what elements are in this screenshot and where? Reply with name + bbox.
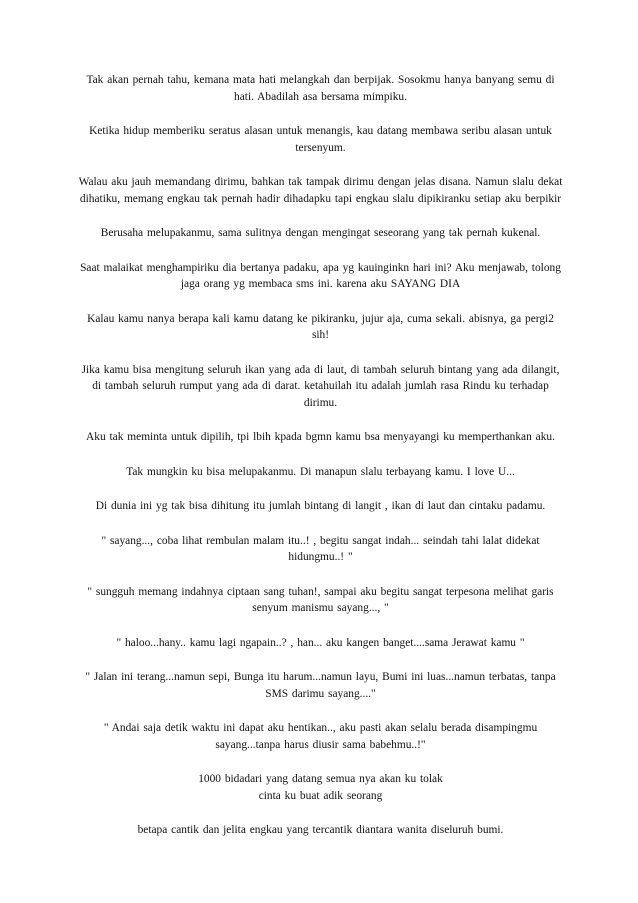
paragraph: Saat malaikat menghampiriku dia bertanya padaku, apa yg kauinginkn hari ini? Aku menjawab, tolong jaga orang yg membaca sms ini. karena aku SAYANG DIA [80,261,561,290]
paragraph: " Jalan ini terang...namun sepi, Bunga itu harum...namun layu, Bumi ini luas...namun terbatas, tanpa SMS darimu sayang...." [85,671,556,700]
paragraph: " haloo...hany.. kamu lagi ngapain..? , han... aku kangen banget....sama Jerawat kamu " [116,636,525,649]
page-text-body [78,72,563,857]
paragraph: Tak mungkin ku bisa melupakanmu. Di manapun slalu terbayang kamu. I love U... [126,465,515,478]
paragraph: Walau aku jauh memandang dirimu, bahkan tak tampak dirimu dengan jelas disana. Namun slalu dekat dihatiku, memang engkau tak pernah hadir dihadapku tapi engkau slalu dipikiranku setiap aku berpikir [78,176,563,205]
paragraph: betapa cantik dan jelita engkau yang tercantik diantara wanita diseluruh bumi. [137,824,504,836]
paragraph: Kalau kamu nanya berapa kali kamu datang ke pikiranku, jujur aja, cuma sekali. abisnya, ga pergi2 sih! [87,312,554,341]
paragraph: Berusaha melupakanmu, sama sulitnya dengan mengingat seseorang yang tak pernah kukenal. [100,227,541,239]
paragraph: Ketika hidup memberiku seratus alasan untuk menangis, kau datang membawa seribu alasan untuk tersenyum. [89,125,552,154]
paragraph: Di dunia ini yg tak bisa dihitung itu jumlah bintang di langit , ikan di laut dan cintaku padamu. [95,500,546,512]
paragraph: 1000 bidadari yang datang semua nya akan ku tolak cinta ku buat adik seorang [198,773,443,802]
paragraph: " sayang..., coba lihat rembulan malam itu..! , begitu sangat indah... seindah tahi lalat didekat hidungmu..! " [101,534,540,563]
paragraph: Tak akan pernah tahu, kemana mata hati melangkah dan berpijak. Sosokmu hanya banyang semu di hati. Abadilah asa bersama mimpiku. [86,74,555,103]
paragraph: Aku tak meminta untuk dipilih, tpi lbih kpada bgmn kamu bsa menyayangi ku memperthankan aku. [86,431,555,443]
paragraph: " Andai saja detik waktu ini dapat aku hentikan.., aku pasti akan selalu berada disampingmu sayang...tanpa harus diusir sama babehmu..!" [103,722,538,751]
paragraph: Jika kamu bisa mengitung seluruh ikan yang ada di laut, di tambah seluruh bintang yang ada dilangit, di tambah seluruh rumput yang ada di darat. ketahuilah itu adalah jumlah rasa Rindu ku terhadap dirimu. [81,363,560,409]
paragraph: " sungguh memang indahnya ciptaan sang tuhan!, sampai aku begitu sangat terpesona melihat garis senyum manismu sayang..., " [87,585,554,614]
